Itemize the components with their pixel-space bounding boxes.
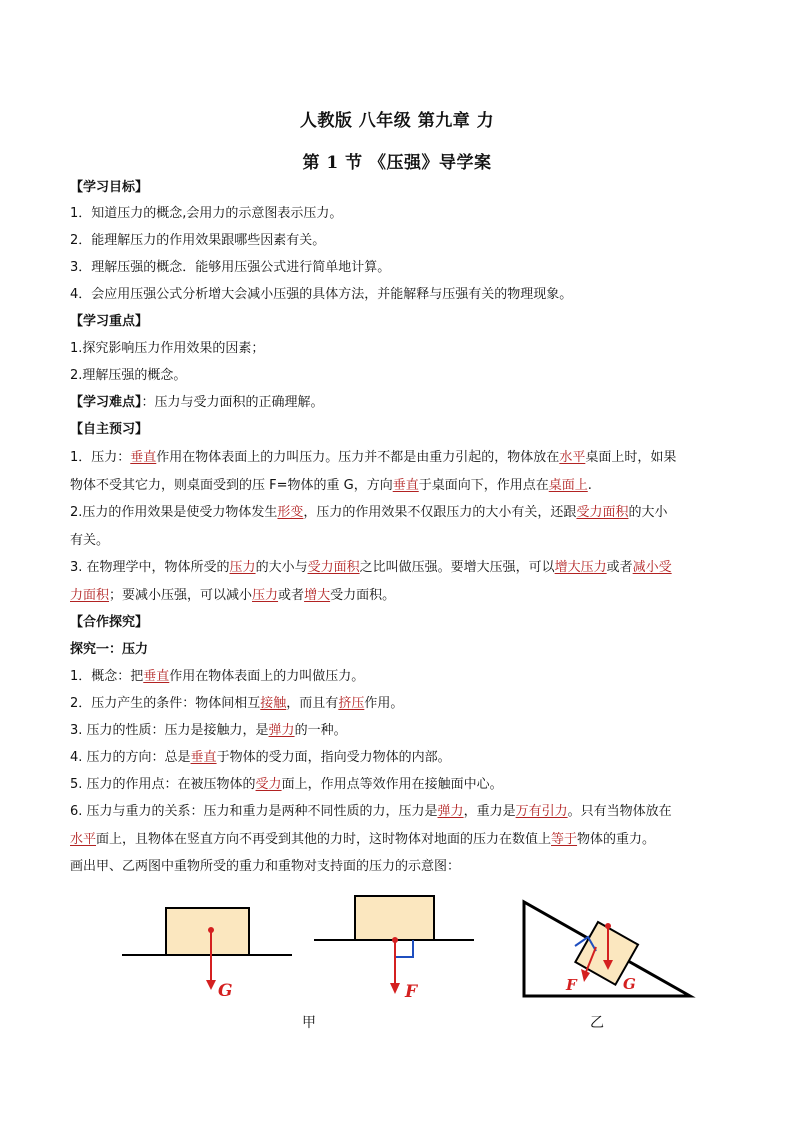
- text-segment: 作用。: [364, 696, 404, 711]
- text-segment: 1．压力：: [70, 450, 131, 465]
- label-g-1: G: [218, 981, 233, 1001]
- text-segment: 于物体的受力面，指向受力物体的内部。: [216, 750, 451, 765]
- pressure-arrowhead-2: [390, 983, 400, 994]
- text-segment: 作用在物体表面上的力叫压力。压力并不都是由重力引起的，物体放在: [156, 450, 560, 465]
- text-segment: 。只有当物体放在: [567, 804, 672, 819]
- text-segment: 4. 压力的方向：总是: [70, 750, 191, 765]
- answer-blank: 受力: [255, 777, 282, 792]
- document-title: 人教版 八年级 第九章 力: [299, 111, 495, 131]
- text-segment: ，压力的作用效果不仅跟压力的大小有关，还跟: [303, 505, 577, 520]
- text-segment: ，重力是: [463, 804, 516, 819]
- section-heading: 【学习重点】: [70, 314, 149, 329]
- text-segment: 受力面积。: [330, 588, 396, 603]
- caption-jia: 甲: [302, 1015, 316, 1031]
- text-segment: 3. 在物理学中，物体所受的: [70, 560, 230, 575]
- text-segment: 或者: [278, 588, 305, 603]
- text-segment: 3. 压力的性质：压力是接触力，是: [70, 723, 269, 738]
- section-heading: 【学习目标】: [70, 180, 149, 195]
- section-heading: 【合作探究】: [70, 615, 149, 630]
- text-segment: 2．压力产生的条件：物体间相互: [70, 696, 261, 711]
- right-angle-marker-2: [395, 940, 413, 957]
- section-heading: 【自主预习】: [70, 422, 149, 437]
- answer-blank: 万有引力: [515, 804, 568, 819]
- document-subtitle: 第 1 节 《压强》导学案: [302, 153, 492, 173]
- text-segment: 4．会应用压强公式分析增大会减小压强的具体方法，并能解释与压强有关的物理现象。: [70, 287, 573, 302]
- text-segment: 1.探究影响压力作用效果的因素；: [70, 341, 265, 356]
- label-f-3: F: [566, 976, 577, 994]
- text-segment: 2．能理解压力的作用效果跟哪些因素有关。: [70, 233, 326, 248]
- answer-blank: 垂直: [190, 750, 217, 765]
- text-segment: 桌面上时，如果: [585, 450, 677, 465]
- answer-blank: 受力面积: [576, 505, 629, 520]
- answer-blank: 水平: [559, 450, 586, 465]
- text-segment: 物体不受其它力，则桌面受到的压 F=物体的重 G，方向: [70, 478, 393, 493]
- answer-blank: 弹力: [437, 804, 464, 819]
- answer-blank: 压力: [252, 588, 279, 603]
- text-segment: 3．理解压强的概念．能够用压强公式进行简单地计算。: [70, 260, 391, 275]
- answer-blank: 垂直: [130, 450, 157, 465]
- label-g-3: G: [623, 975, 636, 993]
- text-segment: 有关。: [70, 533, 110, 548]
- text-segment: 或者: [606, 560, 633, 575]
- answer-blank: 接触: [260, 696, 287, 711]
- answer-blank: 垂直: [143, 669, 170, 684]
- text-segment: 物体的重力。: [577, 832, 656, 847]
- answer-blank: 水平: [70, 832, 97, 847]
- text-segment: ，而且有: [286, 696, 339, 711]
- text-segment: 6. 压力与重力的关系：压力和重力是两种不同性质的力，压力是: [70, 804, 438, 819]
- answer-blank: 压力: [229, 560, 256, 575]
- answer-blank: 垂直: [392, 478, 419, 493]
- label-f-2: F: [405, 982, 418, 1002]
- answer-blank: 挤压: [338, 696, 365, 711]
- section-heading: 【学习难点】: [70, 395, 142, 410]
- answer-blank: 桌面上: [548, 478, 588, 493]
- text-segment: ；要减小压强，可以减小: [109, 588, 253, 603]
- answer-blank: 减小受: [632, 560, 672, 575]
- answer-blank: 力面积: [70, 588, 110, 603]
- answer-blank: 增大: [304, 588, 331, 603]
- text-segment: 1．知道压力的概念,会用力的示意图表示压力。: [70, 206, 343, 221]
- answer-blank: 受力面积: [307, 560, 360, 575]
- text-segment: 作用在物体表面上的力叫做压力。: [169, 669, 365, 684]
- answer-blank: 增大压力: [554, 560, 607, 575]
- answer-blank: 等于: [551, 832, 578, 847]
- text-segment: 的大小与: [255, 560, 308, 575]
- text-segment: 之比叫做压强。要增大压强，可以: [359, 560, 555, 575]
- text-segment: 面上，作用点等效作用在接触面中心。: [281, 777, 503, 792]
- text-segment: .: [587, 478, 592, 493]
- block-2: [355, 896, 434, 940]
- text-segment: ：压力与受力面积的正确理解。: [141, 395, 324, 410]
- text-segment: 画出甲、乙两图中重物所受的重力和重物对支持面的压力的示意图：: [70, 859, 461, 874]
- text-segment: 的大小: [628, 505, 668, 520]
- text-segment: 2.压力的作用效果是使受力物体发生: [70, 505, 278, 520]
- block-1: [166, 908, 249, 955]
- answer-blank: 形变: [277, 505, 304, 520]
- text-segment: 面上，且物体在竖直方向不再受到其他的力时，这时物体对地面的压力在数值上: [96, 832, 552, 847]
- caption-yi: 乙: [590, 1015, 604, 1031]
- text-segment: 1．概念：把: [70, 669, 144, 684]
- text-segment: 2.理解压强的概念。: [70, 368, 187, 383]
- gravity-arrowhead-1: [206, 980, 216, 990]
- text-segment: 的一种。: [294, 723, 347, 738]
- text-segment: 于桌面向下，作用点在: [418, 478, 549, 493]
- text-segment: 5. 压力的作用点：在被压物体的: [70, 777, 256, 792]
- section-heading: 探究一：压力: [70, 642, 149, 657]
- answer-blank: 弹力: [268, 723, 295, 738]
